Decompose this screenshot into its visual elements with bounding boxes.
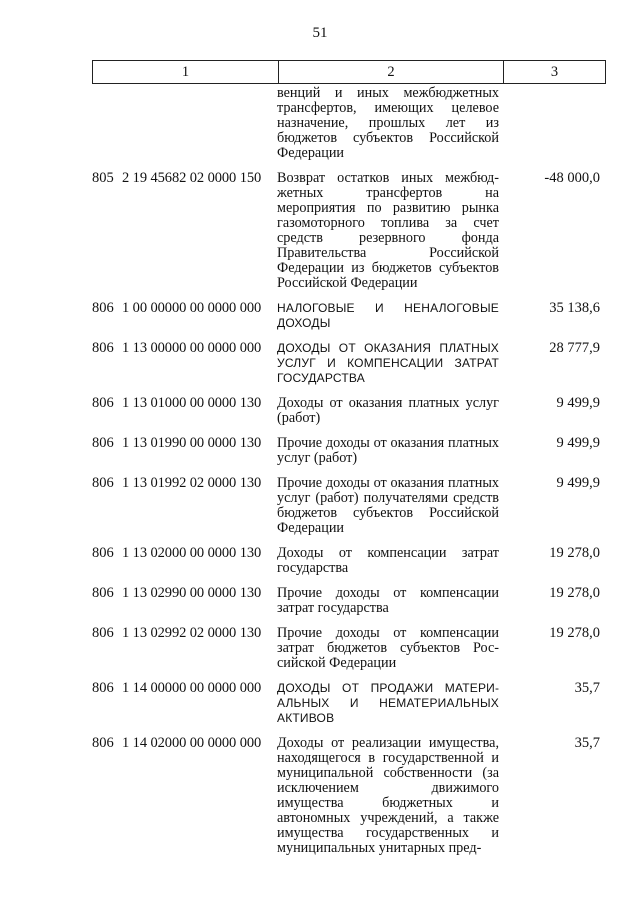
admin-code: 806	[92, 585, 114, 601]
table-row	[92, 341, 602, 386]
admin-code	[92, 86, 122, 161]
header-col-1: 1	[93, 61, 279, 84]
budget-code: 1 13 02992 02 0000 130	[122, 625, 262, 641]
income-name: Возврат остатков иных межбюджетных трансфертов на мероприятия по развитию рынка газомоторного топлива за счет средств резервного фонда Правительства Российской Федерации из бюджетов субъектов Российской Федерации	[277, 170, 499, 291]
income-name: Прочие доходы от компенсации затрат государства	[277, 585, 499, 616]
admin-code: 806	[92, 545, 114, 561]
budget-code: 1 14 00000 00 0000 000	[122, 680, 262, 696]
budget-code: 1 13 02000 00 0000 130	[122, 545, 262, 561]
budget-code: 1 13 02990 00 0000 130	[122, 585, 262, 601]
admin-code: 806	[92, 300, 114, 316]
admin-code: 806	[92, 680, 114, 696]
amount: 9 499,9	[556, 475, 600, 491]
income-name: Прочие доходы от компенсации затрат бюджетов субъектов Российской Федерации	[277, 625, 499, 671]
table-row	[92, 86, 602, 161]
budget-code	[122, 86, 275, 161]
income-name: ДОХОДЫ ОТ ОКАЗАНИЯ ПЛАТНЫХ УСЛУГ И КОМПЕНСАЦИИ ЗАТРАТ ГОСУДАРСТВА	[277, 341, 499, 385]
amount: 35,7	[574, 680, 600, 696]
budget-code: 1 14 02000 00 0000 000	[122, 735, 262, 751]
table-row	[92, 476, 602, 536]
table-row	[92, 171, 602, 291]
amount: 35,7	[574, 735, 600, 751]
table-row	[92, 681, 602, 726]
income-name: Доходы от оказания платных услуг (работ)	[277, 395, 499, 426]
table-row	[92, 436, 602, 466]
budget-code: 1 13 00000 00 0000 000	[122, 340, 262, 356]
amount: 28 777,9	[549, 340, 600, 356]
income-name: венций и иных межбюджетных трансфертов, имеющих целевое назначение, прошлых лет из бюджетов субъектов Российской Федерации	[277, 85, 499, 161]
page-number: 51	[312, 25, 328, 41]
table-row	[92, 396, 602, 426]
table-row	[92, 586, 602, 616]
budget-code: 1 00 00000 00 0000 000	[122, 300, 262, 316]
header-col-2: 2	[279, 61, 504, 84]
table-row	[92, 546, 602, 576]
admin-code: 806	[92, 340, 114, 356]
table-header	[92, 60, 606, 84]
income-name: ДОХОДЫ ОТ ПРОДАЖИ МАТЕРИАЛЬНЫХ И НЕМАТЕРИАЛЬНЫХ АКТИВОВ	[277, 681, 499, 725]
table-body	[92, 86, 602, 866]
budget-code: 1 13 01000 00 0000 130	[122, 395, 262, 411]
budget-code: 2 19 45682 02 0000 150	[122, 170, 262, 186]
amount: 9 499,9	[556, 395, 600, 411]
income-name: НАЛОГОВЫЕ И НЕНАЛОГОВЫЕ ДОХОДЫ	[277, 301, 499, 330]
table-row	[92, 301, 602, 331]
amount	[499, 86, 602, 161]
amount: 19 278,0	[549, 545, 600, 561]
admin-code: 806	[92, 625, 114, 641]
amount: 9 499,9	[556, 435, 600, 451]
amount: 19 278,0	[549, 585, 600, 601]
admin-code: 806	[92, 735, 114, 751]
amount: 19 278,0	[549, 625, 600, 641]
table-row	[92, 626, 602, 671]
admin-code: 806	[92, 435, 114, 451]
amount: 35 138,6	[549, 300, 600, 316]
income-name: Доходы от реализации имущества, находящегося в государственной и муниципальной собственности (за исключением движимого имущества бюджетных и автономных учреждений, а также имущества государственных и муниципальных унитарных пред-	[277, 735, 499, 856]
admin-code: 806	[92, 395, 114, 411]
header-col-3: 3	[504, 61, 606, 84]
income-name: Прочие доходы от оказания платных услуг (работ)	[277, 435, 499, 466]
admin-code: 805	[92, 170, 114, 186]
table-row	[92, 736, 602, 856]
admin-code: 806	[92, 475, 114, 491]
amount: -48 000,0	[544, 170, 600, 186]
budget-code: 1 13 01990 00 0000 130	[122, 435, 262, 451]
budget-code: 1 13 01992 02 0000 130	[122, 475, 262, 491]
income-name: Доходы от компенсации затрат государства	[277, 545, 499, 576]
income-name: Прочие доходы от оказания платных услуг (работ) получателями средств бюджетов субъектов Российской Федерации	[277, 475, 499, 536]
